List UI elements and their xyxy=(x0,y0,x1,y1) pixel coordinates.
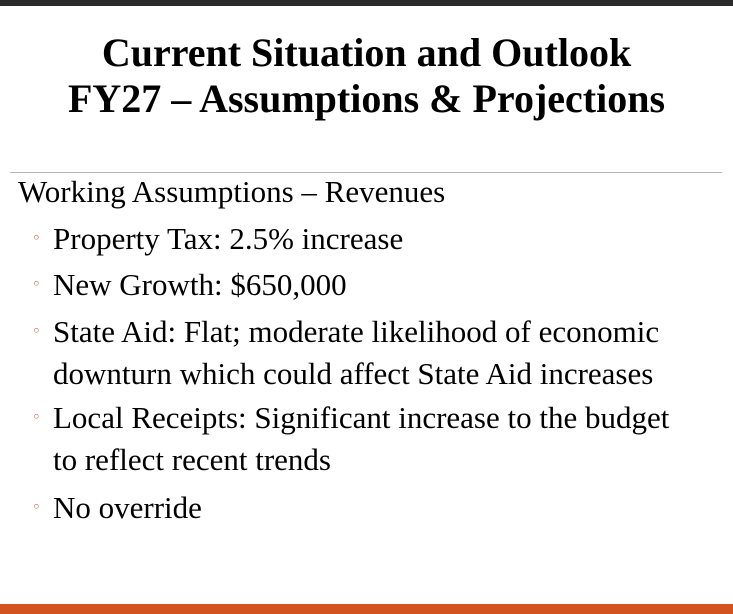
list-item-text xyxy=(53,397,669,481)
slide-title-line-1: Current Situation and Outlook xyxy=(101,30,632,75)
list-item-text xyxy=(53,487,202,529)
list-item-line: downturn which could affect State Aid increases xyxy=(53,356,654,391)
list-item-line: to reflect recent trends xyxy=(53,442,331,477)
hollow-circle-bullet-icon: ◦ xyxy=(32,275,41,293)
hollow-circle-bullet-icon: ◦ xyxy=(32,408,41,426)
hollow-circle-bullet-icon: ◦ xyxy=(32,229,41,247)
list-item-text xyxy=(53,218,403,260)
hollow-circle-bullet-icon: ◦ xyxy=(32,322,41,340)
section-heading: Working Assumptions – Revenues xyxy=(18,174,446,209)
list-item-line: State Aid: Flat; moderate likelihood of economic xyxy=(53,314,660,349)
list-item-line: No override xyxy=(53,490,202,525)
slide-title xyxy=(0,30,733,122)
hollow-circle-bullet-icon: ◦ xyxy=(32,498,41,516)
top-accent-bar xyxy=(0,0,733,6)
list-item-text xyxy=(53,311,659,395)
list-item-line: Property Tax: 2.5% increase xyxy=(53,221,404,256)
list-item-text xyxy=(53,264,347,306)
list-item-line: New Growth: $650,000 xyxy=(53,267,347,302)
slide-title-line-2: FY27 – Assumptions & Projections xyxy=(67,76,666,121)
bottom-accent-bar xyxy=(0,604,733,614)
list-item-line: Local Receipts: Significant increase to the budget xyxy=(53,400,670,435)
